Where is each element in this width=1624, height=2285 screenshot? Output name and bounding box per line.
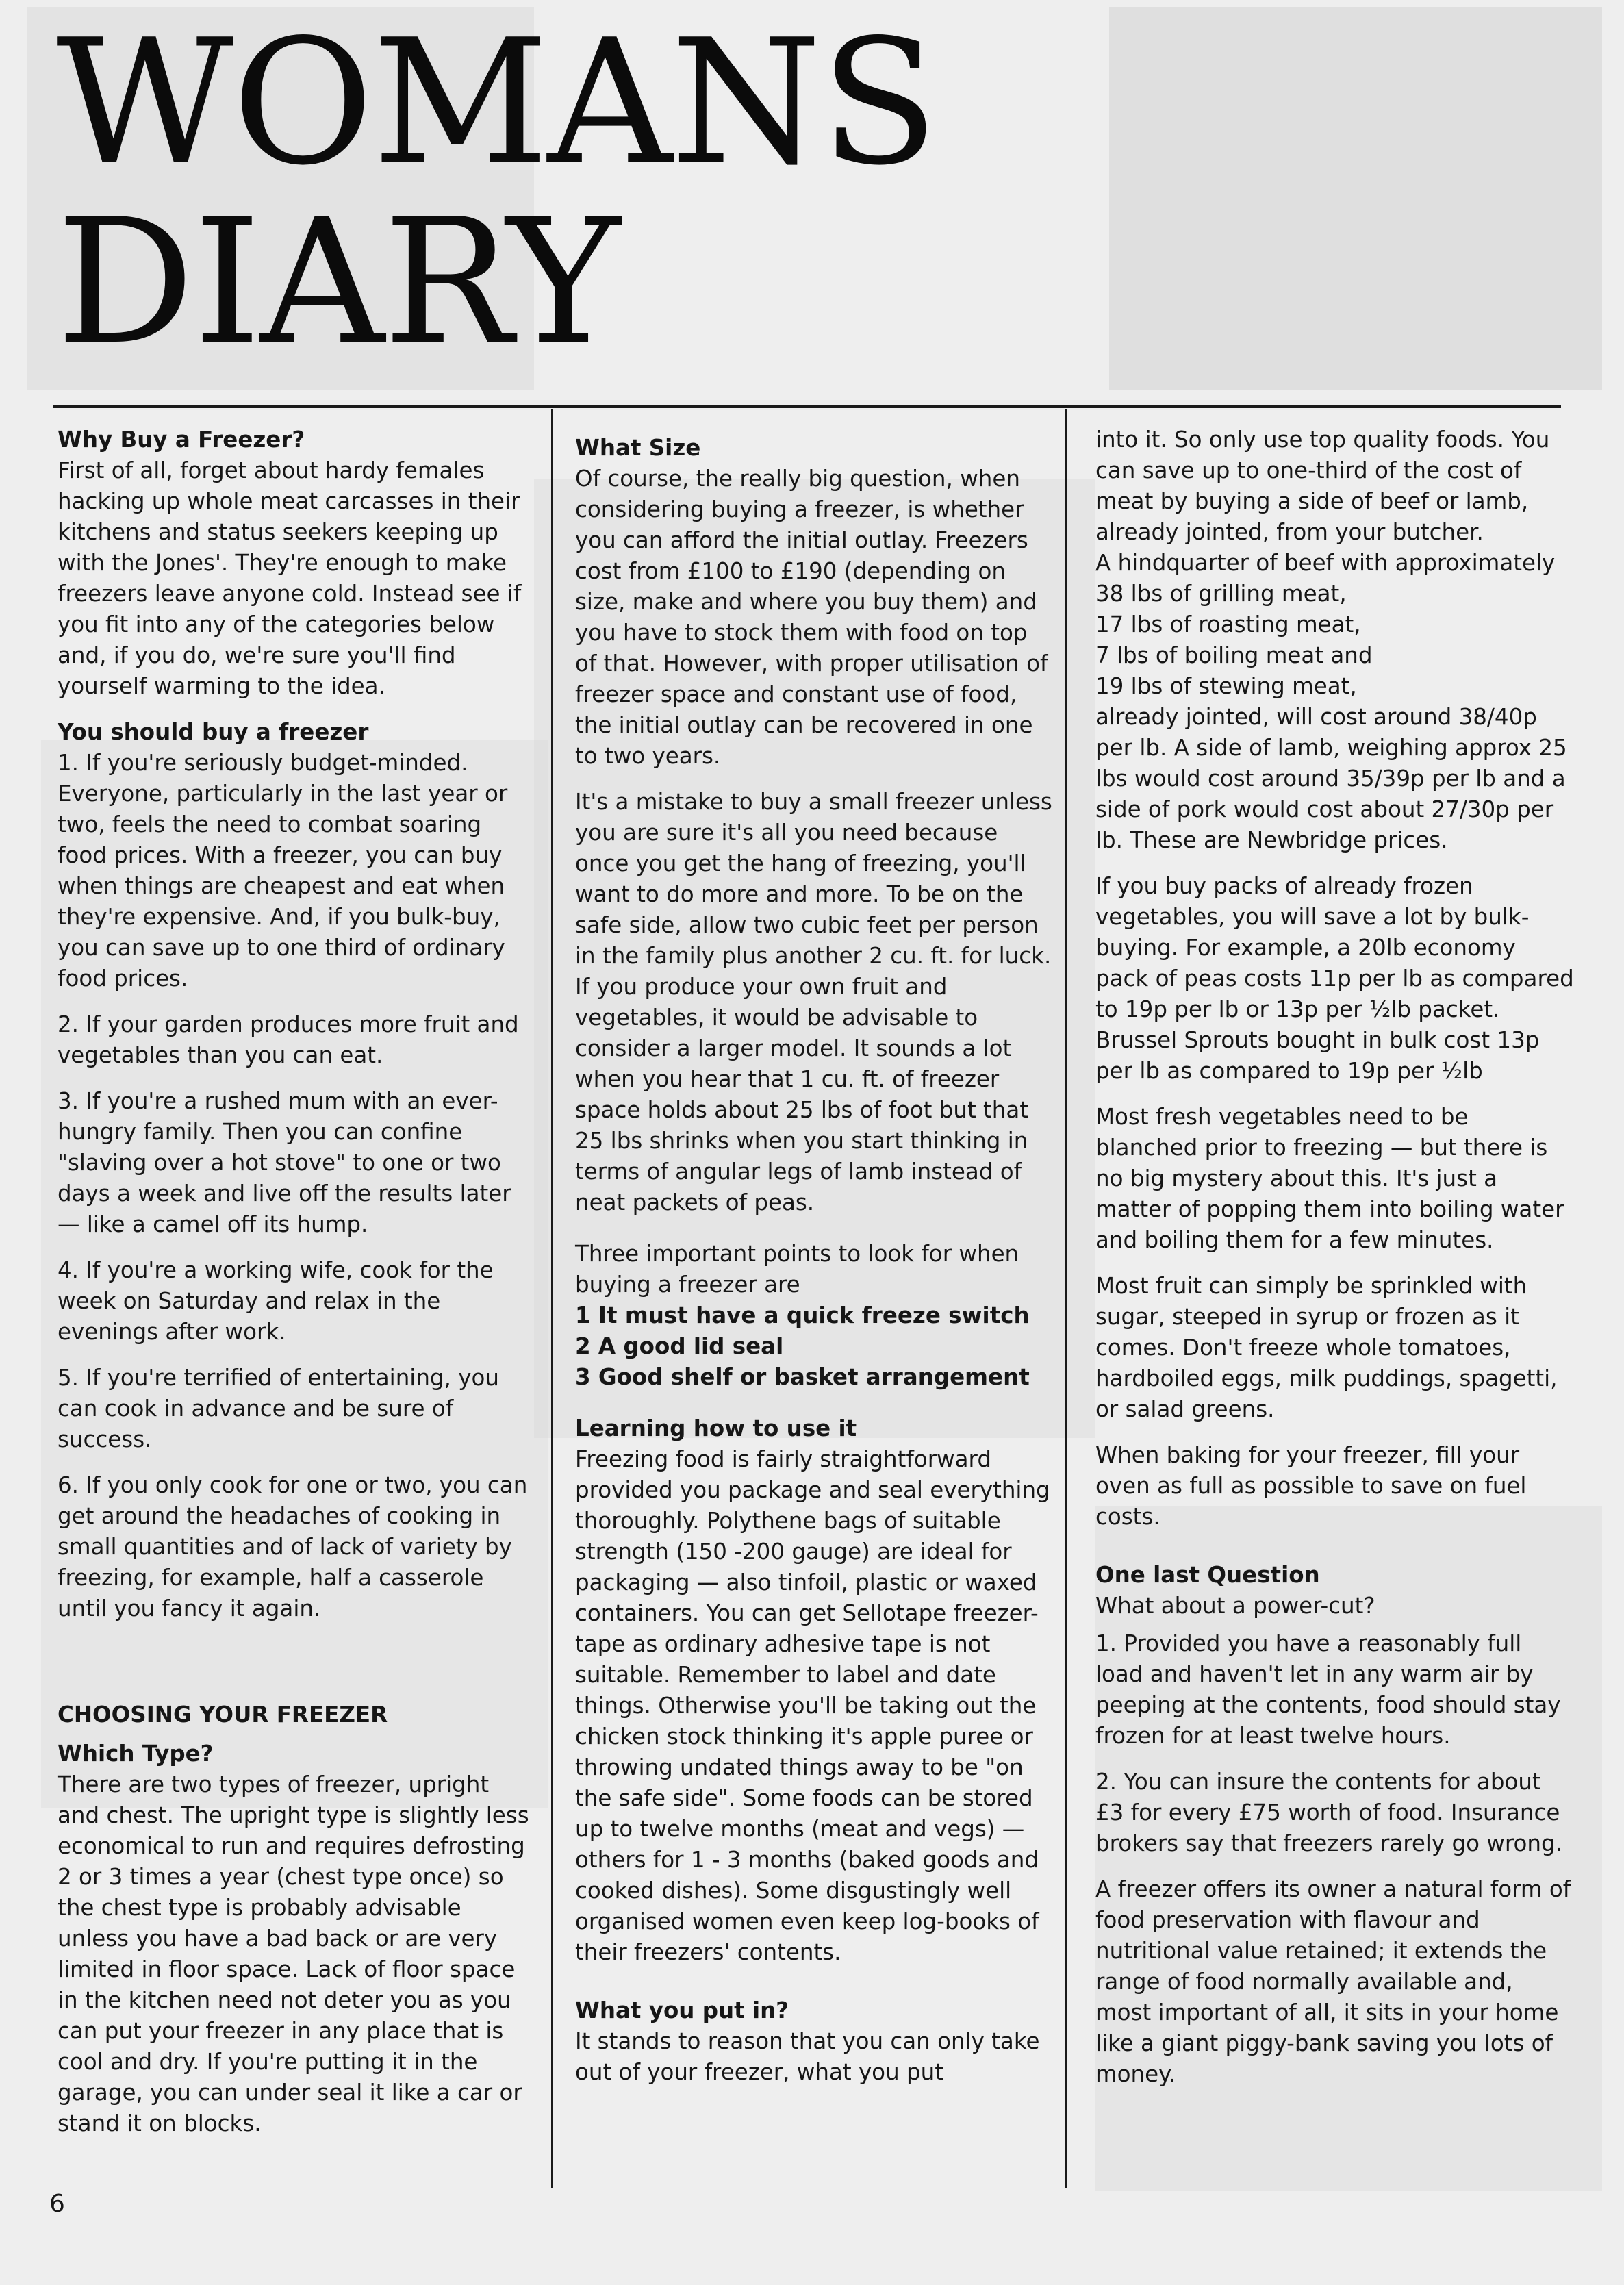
why-body: First of all, forget about hardy females hacking up whole meat carcasses in their kitchens and status seekers keeping up with the Jones'. They're enough to make freezers leave anyone cold. Instead see if you fit into any of the categories below and, if you do, we're sure you'll find yourself warming to the idea.: [58, 457, 522, 699]
point-3: 3 Good shelf or basket arrangement: [575, 1364, 1030, 1390]
page-number: 6: [49, 2190, 65, 2218]
reason-2: 2. If your garden produces more fruit and vegetables than you can eat.: [58, 1011, 519, 1068]
column-2: [575, 433, 1054, 2103]
hindquarter-item-4: 19 lbs of stewing meat,: [1095, 673, 1357, 699]
why-heading: Why Buy a Freezer?: [58, 427, 305, 453]
reason-5: 5. If you're terrified of entertaining, you can cook in advance and be sure of success.: [58, 1365, 499, 1452]
mistake-body: It's a mistake to buy a small freezer unless you are sure it's all you need because once you get the hang of freezing, you'll want to do more and more. To be on the safe side, allow two cubic feet per person in the family plus another 2 cu. ft. for luck. If you produce your own fruit and vegetables, it would be advisable to consider a larger model. It sounds a lot when you hear that 1 cu. ft. of freezer space holds about 25 lbs of foot but that 25 lbs shrinks when you start thinking in terms of angular legs of lamb instead of neat packets of peas.: [575, 789, 1052, 1215]
reason-3: 3. If you're a rushed mum with an ever-hungry family. Then you can confine "slaving over a hot stove" to one or two days a week and live off the results later — like a camel off its hump.: [58, 1088, 511, 1237]
hindquarter-rest: already jointed, will cost around 38/40p per lb. A side of lamb, weighing approx 25 lbs would cost around 35/39p per lb and a side of pork would cost about 27/30p per lb. These are Newbridge prices.: [1095, 704, 1567, 853]
reason-1: 1. If you're seriously budget-minded. Everyone, particularly in the last year or two, feels the need to combat soaring food prices. With a freezer, you can buy when things are cheapest and eat when they're expensive. And, if you bulk-buy, you can save up to one third of ordinary food prices.: [58, 750, 508, 992]
column-1: [58, 425, 537, 2154]
learning-body: Freezing food is fairly straightforward provided you package and seal everything thoroughly. Polythene bags of suitable strength (150 -200 gauge) are ideal for packaging — also tinfoil, plastic or waxed containers. You can get Sellotape freezer-tape as ordinary adhesive tape is not suitable. Remember to label and date things. Otherwise you'll be taking out the chicken stock thinking it's apple puree or throwing undated things away to be "on the safe side". Some foods can be stored up to twelve months (meat and vegs) — others for 1 - 3 months (baked goods and cooked dishes). Some disgustingly well organised women even keep log-books of their freezers' contents.: [575, 1446, 1050, 1965]
hindquarter-intro: A hindquarter of beef with approximately: [1095, 550, 1556, 576]
power-cut-point-1: 1. Provided you have a reasonably full load and haven't let in any warm air by peeping at the contents, food should stay frozen for at least twelve hours.: [1095, 1630, 1561, 1749]
frozen-vegetables-body: If you buy packs of already frozen vegetables, you will save a lot by bulk-buying. For example, a 20lb economy pack of peas costs 11p per lb as compared to 19p per lb or 13p per ½lb packet. Brussel Sprouts bought in bulk cost 13p per lb as compared to 19p per ½lb: [1095, 873, 1574, 1084]
choosing-heading: CHOOSING YOUR FREEZER: [58, 1702, 388, 1728]
hindquarter-item-1: 38 lbs of grilling meat,: [1095, 581, 1347, 607]
masthead-line-1: WOMANS: [56, 3, 937, 203]
points-intro: Three important points to look for when buying a freezer are: [575, 1241, 1019, 1298]
should-heading: You should buy a freezer: [58, 719, 369, 745]
continued-body: into it. So only use top quality foods. You can save up to one-third of the cost of meat by buying a side of beef or lamb, already jointed, from your butcher.: [1095, 427, 1550, 545]
putin-heading: What you put in?: [575, 1997, 789, 2023]
last-question-heading: One last Question: [1095, 1562, 1320, 1588]
masthead-title: [56, 3, 1562, 383]
power-cut-point-2: 2. You can insure the contents for about £3 for every £75 worth of food. Insurance brokers say that freezers rarely go wrong.: [1095, 1769, 1562, 1856]
point-1: 1 It must have a quick freeze switch: [575, 1302, 1030, 1328]
masthead-line-2: DIARY: [56, 182, 619, 383]
point-2: 2 A good lid seal: [575, 1333, 784, 1359]
header-rule: [53, 405, 1561, 408]
column-divider-2: [1065, 409, 1067, 2188]
type-body: There are two types of freezer, upright and chest. The upright type is slightly less economical to run and requires defrosting 2 or 3 times a year (chest type once) so the chest type is probably advisable unless you have a bad back or are very limited in floor space. Lack of floor space in the kitchen need not deter you as you can put your freezer in any place that is cool and dry. If you're putting it in the garage, you can under seal it like a car or stand it on blocks.: [58, 1771, 529, 2136]
learning-heading: Learning how to use it: [575, 1415, 857, 1441]
type-heading: Which Type?: [58, 1741, 214, 1767]
column-divider-1: [551, 409, 553, 2188]
reason-4: 4. If you're a working wife, cook for the week on Saturday and relax in the evenings after work.: [58, 1257, 494, 1345]
last-question-sub: What about a power-cut?: [1095, 1593, 1375, 1619]
size-heading: What Size: [575, 435, 701, 461]
size-body: Of course, the really big question, when considering buying a freezer, is whether you can afford the initial outlay. Freezers cost from £100 to £190 (depending on size, make and where you buy them) and you have to stock them with food on top of that. However, with proper utilisation of freezer space and constant use of food, the initial outlay can be recovered in one to two years.: [575, 466, 1048, 769]
closing-paragraph: A freezer offers its owner a natural form of food preservation with flavour and nutritional value retained; it extends the range of food normally available and, most important of all, it sits in your home like a giant piggy-bank saving you lots of money.: [1095, 1876, 1571, 2087]
column-3: [1095, 425, 1575, 2105]
hindquarter-item-2: 17 lbs of roasting meat,: [1095, 611, 1361, 637]
blanching-body: Most fresh vegetables need to be blanched prior to freezing — but there is no big mystery about this. It's just a matter of popping them into boiling water and boiling them for a few minutes.: [1095, 1104, 1564, 1253]
fruit-body: Most fruit can simply be sprinkled with sugar, steeped in syrup or frozen as it comes. Don't freeze whole tomatoes, hardboiled eggs, milk puddings, spagetti, or salad greens.: [1095, 1273, 1558, 1422]
putin-body: It stands to reason that you can only take out of your freezer, what you put: [575, 2028, 1040, 2085]
hindquarter-item-3: 7 lbs of boiling meat and: [1095, 642, 1373, 668]
reason-6: 6. If you only cook for one or two, you can get around the headaches of cooking in small quantities and of lack of variety by freezing, for example, half a casserole until you fancy it again.: [58, 1472, 528, 1621]
baking-body: When baking for your freezer, fill your oven as full as possible to save on fuel costs.: [1095, 1442, 1527, 1530]
